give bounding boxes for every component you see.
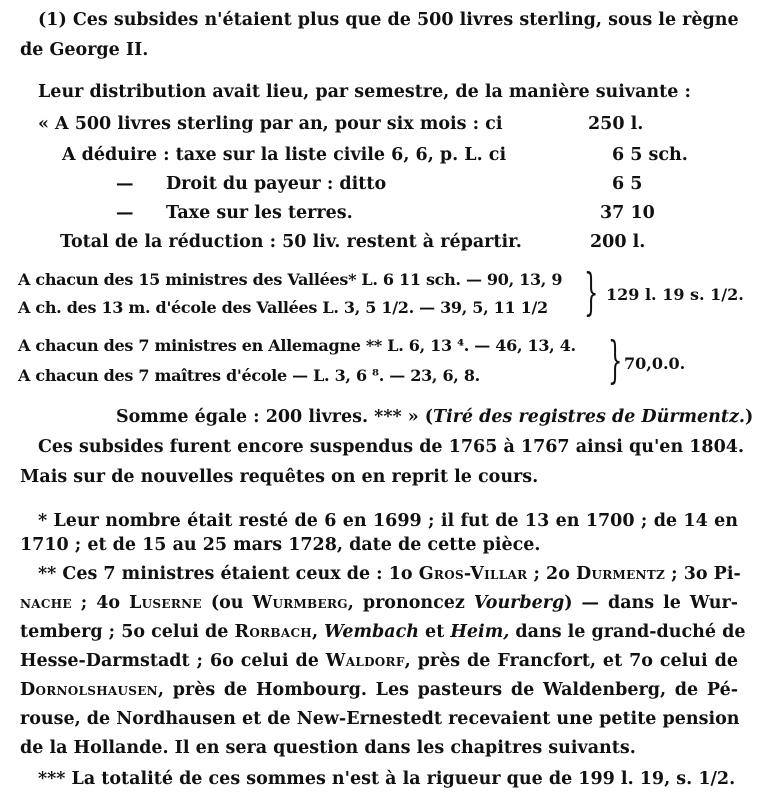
footnote-1-line-1: (1) Ces subsides n'étaient plus que de 500 livres sterling, sous le règne (38, 10, 739, 30)
allocation-group-2-line-2: A chacun des 7 maîtres d'école — L. 3, 6 ⁸. — 23, 6, 8. (18, 366, 480, 385)
suspension-line-2: Mais sur de nouvelles requêtes on en reprit le cours. (20, 467, 539, 487)
allocation-group-2-brace: } (608, 331, 623, 389)
distribution-row-2-label: A déduire : taxe sur la liste civile 6, 6, p. L. ci (62, 145, 507, 165)
distribution-row-4-dash: — (116, 203, 134, 223)
note-star-2-line-7: de la Hollande. Il en sera question dans les chapitres suivants. (20, 738, 636, 758)
distribution-row-4-label: Taxe sur les terres. (166, 203, 353, 223)
suspension-line-1: Ces subsides furent encore suspendus de 1765 à 1767 ainsi qu'en 1804. (38, 437, 745, 457)
note-star-1-line-1: * Leur nombre était resté de 6 en 1699 ; il fut de 13 en 1700 ; de 14 en (38, 511, 738, 531)
allocation-group-1-brace: } (584, 263, 599, 321)
note-star-1-line-2: 1710 ; et de 15 au 25 mars 1728, date de cette pièce. (20, 535, 541, 555)
note-star-2-line-2: nache ; 4o Luserne (ou Wurmberg, prononcez Vourberg) — dans le Wur- (20, 593, 738, 613)
allocation-group-1-line-2: A ch. des 13 m. d'école des Vallées L. 3, 5 1/2. — 39, 5, 11 1/2 (18, 298, 548, 317)
distribution-row-1-label: « A 500 livres sterling par an, pour six mois : ci (38, 114, 503, 134)
distribution-total-label: Total de la réduction : 50 liv. restent à répartir. (60, 232, 522, 252)
sum-line (116, 405, 753, 429)
allocation-group-1-line-1: A chacun des 15 ministres des Vallées* L. 6 11 sch. — 90, 13, 9 (18, 270, 563, 289)
distribution-intro: Leur distribution avait lieu, par semestre, de la manière suivante : (38, 82, 691, 102)
sum-source: Tiré des registres de Dürmentz. (433, 407, 746, 427)
distribution-row-1-amount: 250 l. (588, 114, 644, 134)
distribution-total-amount: 200 l. (590, 232, 646, 252)
note-star-2-line-3: temberg ; 5o celui de Rorbach, Wembach et Heim, dans le grand-duché de (20, 622, 746, 642)
distribution-row-3-label: Droit du payeur : ditto (166, 174, 387, 194)
sum-close: ) (745, 407, 754, 427)
footnote-1-line-2: de George II. (20, 40, 149, 60)
distribution-row-2-amount: 6 5 sch. (612, 145, 688, 165)
distribution-row-3-dash: — (116, 174, 134, 194)
note-star-3-line-1: *** La totalité de ces sommes n'est à la rigueur que de 199 l. 19, s. 1/2. (38, 769, 736, 789)
distribution-row-3-amount: 6 5 (612, 174, 643, 194)
note-star-2-line-6: rouse, de Nordhausen et de New-Ernestedt recevaient une petite pension (20, 709, 740, 729)
allocation-group-2-line-1: A chacun des 7 ministres en Allemagne ** L. 6, 13 ⁴. — 46, 13, 4. (18, 336, 576, 355)
note-star-2-line-1: ** Ces 7 ministres étaient ceux de : 1o Gros-Villar ; 2o Durmentz ; 3o Pi- (38, 564, 741, 584)
sum-text: Somme égale : 200 livres. *** » ( (116, 407, 434, 427)
note-star-2-line-4: Hesse-Darmstadt ; 6o celui de Waldorf, près de Francfort, et 7o celui de (20, 651, 738, 671)
allocation-group-2-total: 70,0.0. (624, 354, 686, 373)
allocation-group-1-total: 129 l. 19 s. 1/2. (606, 285, 744, 304)
distribution-row-4-amount: 37 10 (600, 203, 655, 223)
note-star-2-line-5: Dornolshausen, près de Hombourg. Les pasteurs de Waldenberg, de Pé- (20, 680, 738, 700)
